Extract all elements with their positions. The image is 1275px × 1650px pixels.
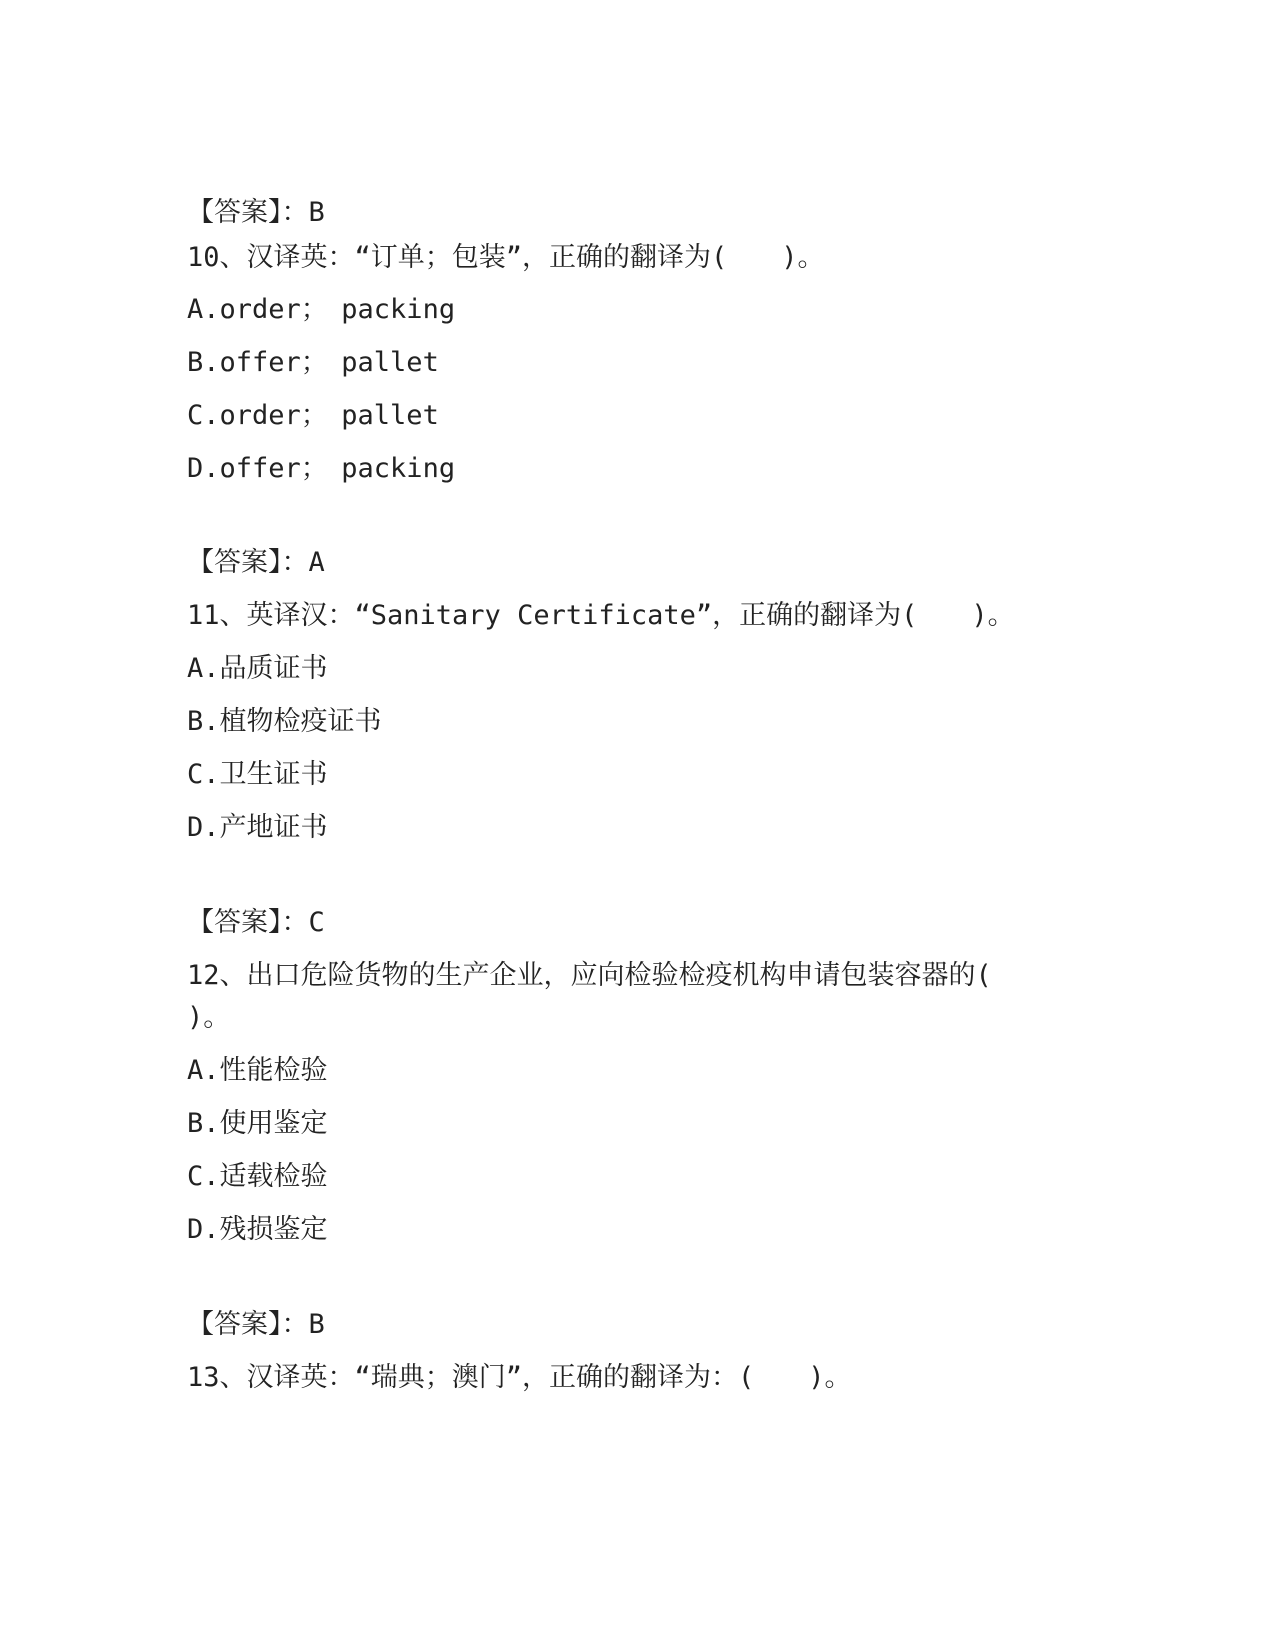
option-b: B.使用鉴定 — [187, 1108, 328, 1139]
question-stem: 11、英译汉：“Sanitary Certificate”，正确的翻译为( )。 — [187, 600, 1015, 631]
option-c: C.适载检验 — [187, 1161, 328, 1192]
option-a: A.性能检验 — [187, 1055, 328, 1086]
answer-line: 【答案】：B — [187, 197, 325, 228]
option-c: C.卫生证书 — [187, 759, 328, 790]
option-d: D.offer； packing — [187, 453, 456, 484]
option-c: C.order； pallet — [187, 400, 439, 431]
answer-line: 【答案】：B — [187, 1309, 325, 1340]
option-d: D.残损鉴定 — [187, 1214, 328, 1245]
option-b: B.植物检疫证书 — [187, 706, 382, 737]
answer-line: 【答案】：C — [187, 907, 325, 938]
question-stem-continuation: )。 — [187, 1002, 231, 1033]
question-stem: 12、出口危险货物的生产企业，应向检验检疫机构申请包装容器的( — [187, 960, 992, 991]
question-stem: 13、汉译英：“瑞典；澳门”，正确的翻译为：( )。 — [187, 1362, 852, 1393]
option-a: A.品质证书 — [187, 653, 328, 684]
option-b: B.offer； pallet — [187, 347, 439, 378]
option-a: A.order； packing — [187, 294, 456, 325]
option-d: D.产地证书 — [187, 812, 328, 843]
question-stem: 10、汉译英：“订单；包装”，正确的翻译为( )。 — [187, 242, 825, 273]
answer-line: 【答案】：A — [187, 547, 325, 578]
